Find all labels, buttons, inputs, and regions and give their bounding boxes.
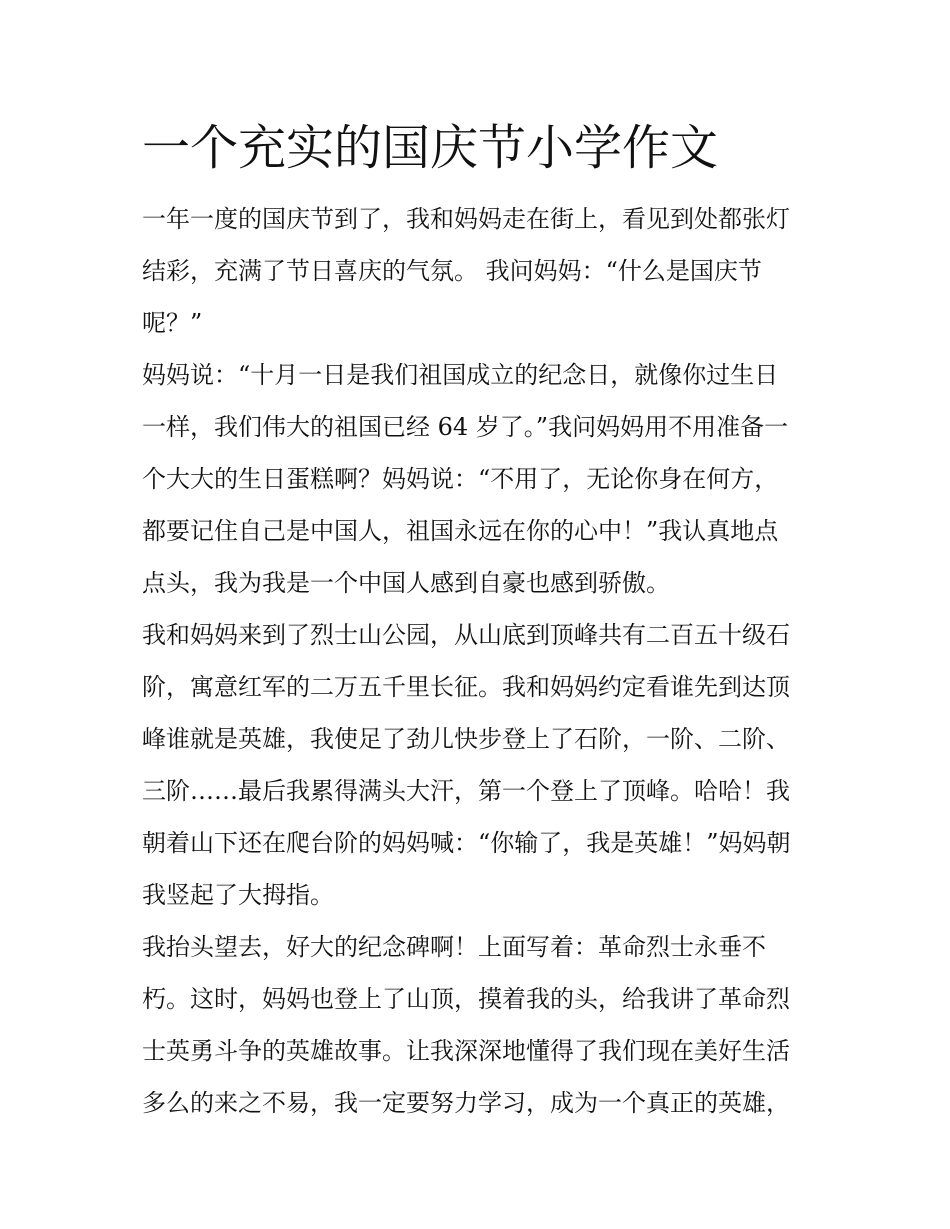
text-line: 士英勇斗争的英雄故事。让我深深地懂得了我们现在美好生活 [142, 1037, 790, 1065]
document-body [142, 193, 822, 1129]
text-line: 一年一度的国庆节到了，我和妈妈走在街上，看见到处都张灯 [142, 205, 790, 233]
text-line: 结彩，充满了节日喜庆的气氛。 我问妈妈：“什么是国庆节 [142, 257, 762, 285]
text-line: 我竖起了大拇指。 [142, 881, 334, 909]
text-line: 朝着山下还在爬台阶的妈妈喊：“你输了，我是英雄！”妈妈朝 [142, 829, 791, 857]
document-title: 一个充实的国庆节小学作文 [142, 120, 719, 176]
text-line: 呢？” [142, 309, 203, 337]
text-line: 点头，我为我是一个中国人感到自豪也感到骄傲。 [142, 569, 670, 597]
text-line: 个大大的生日蛋糕啊？妈妈说：“不用了，无论你身在何方， [142, 465, 779, 493]
paragraph-1 [142, 193, 822, 349]
text-line: 都要记住自己是中国人，祖国永远在你的心中！”我认真地点 [142, 517, 779, 545]
paragraph-2 [142, 349, 822, 609]
text-line: 三阶……最后我累得满头大汗，第一个登上了顶峰。哈哈！我 [142, 777, 790, 805]
text-line: 多么的来之不易，我一定要努力学习，成为一个真正的英雄， [142, 1089, 790, 1117]
text-line: 阶，寓意红军的二万五千里长征。我和妈妈约定看谁先到达顶 [142, 673, 790, 701]
text-line: 我抬头望去，好大的纪念碑啊！上面写着：革命烈士永垂不 [142, 933, 766, 961]
text-line: 峰谁就是英雄，我使足了劲儿快步登上了石阶，一阶、二阶、 [142, 725, 790, 753]
paragraph-4 [142, 921, 822, 1129]
paragraph-3 [142, 609, 822, 921]
text-line: 妈妈说：“十月一日是我们祖国成立的纪念日，就像你过生日 [142, 361, 779, 389]
text-line: 我和妈妈来到了烈士山公园，从山底到顶峰共有二百五十级石 [142, 621, 790, 649]
text-line: 朽。这时，妈妈也登上了山顶，摸着我的头，给我讲了革命烈 [142, 985, 790, 1013]
text-line: 一样，我们伟大的祖国已经 64 岁了。”我问妈妈用不用准备一 [142, 413, 789, 441]
